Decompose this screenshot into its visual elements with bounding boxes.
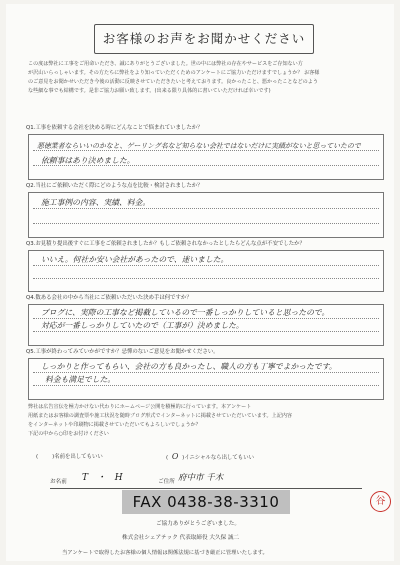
answer-rule <box>33 223 379 224</box>
question-2-label: Q2.当社にご依頼いただく際にどのような点を比較・検討されましたか？ <box>26 183 203 189</box>
survey-title: お客様のお声をお聞かせください <box>94 24 314 54</box>
answer-3-line-1: いいえ。何社か安い会社があったので、迷いました。 <box>41 255 229 264</box>
answer-rule <box>33 372 379 373</box>
answer-2-line-1: 施工事例の内容、実績、料金。 <box>41 198 151 207</box>
answer-5-line-2: 料金も満足でした。 <box>45 375 116 384</box>
address-value: 府中市 千木 <box>178 473 224 483</box>
question-5-label: Q5.工事が終わってみていかがですか？忌憚のないご意見をお聞かせください。 <box>26 349 219 355</box>
address-label: ご住所 <box>158 479 175 485</box>
fax-number: FAX 0438-38-3310 <box>122 490 290 514</box>
answer-rule <box>33 265 379 266</box>
intro-line: な些細な事でも結構です。是非ご協力お願い致します。(出来る限り具体的に書いていただければ幸いです) <box>28 88 271 94</box>
answer-rule <box>33 385 379 386</box>
footer-company: 株式会社シェアテック 代表取締役 大久保 誠二 <box>122 535 240 541</box>
intro-line: この度は弊社に工事をご用命いただき、誠にありがとうございました。世の中には弊社の存在やサービスをご存知ない方 <box>28 61 303 67</box>
question-4-label: Q4.数ある会社の中から当社にご依頼いただいた決め手は何ですか？ <box>26 295 192 301</box>
name-address-row <box>50 470 362 489</box>
answer-1-line-1: 悪徳業者ならいいのかなと、ゲーリング名など知らない会社ではないだけに実績がないと思っていたので <box>37 142 361 150</box>
answer-1-line-2: 依頼事はあり決めました。 <box>41 156 135 165</box>
answer-box-5 <box>28 358 384 400</box>
publication-notice <box>28 403 380 439</box>
answer-box-1 <box>28 134 384 180</box>
intro-text <box>28 60 376 96</box>
footer-thanks: ご協力ありがとうございました。 <box>156 521 240 527</box>
notice-line: 用紙またはお客様の調査票や施工状況を随時ブログ形式でインターネットに掲載させていただいています。上記内容 <box>28 413 293 419</box>
choice-name-ok-label: 名前を出してもいい <box>54 454 103 460</box>
choice-initial-ok-label: イニシャルなら出してもいい <box>184 455 254 461</box>
name-value: T ・ H <box>82 473 126 483</box>
answer-box-3 <box>28 250 384 292</box>
question-3-label: Q3.お見積り提出後すぐに工事をご依頼されましたか？もしご依頼されなかったとしたらどんな点が不安でしたか？ <box>26 241 305 247</box>
answer-rule <box>33 318 379 319</box>
answer-5-line-1: しっかりと作ってもらい、会社の方も良かったし、職人の方も丁寧でよかったです。 <box>41 362 337 371</box>
choice-name-ok[interactable]: ( )名前を出してもいい <box>36 454 103 460</box>
answer-4-line-2: 対応が一番しっかりしていたので（工事が）決めました。 <box>41 321 244 330</box>
name-label: お名前 <box>50 479 67 485</box>
survey-sheet <box>6 4 394 561</box>
answer-box-4 <box>28 304 384 346</box>
question-1-label: Q1.工事を依頼する会社を決める時にどんなことで悩まれていましたか？ <box>26 125 203 131</box>
answer-rule <box>33 208 379 209</box>
answer-rule <box>33 278 379 279</box>
notice-line: 弊社は広告宣伝を極力かけない代わりにホームページ公開を積極的に行っています。本アンケート <box>28 404 252 410</box>
notice-line: 下記の中から○印をお付けください <box>28 431 109 437</box>
notice-line: をインターネットや印刷物に掲載させていただいてもよろしいでしょうか？ <box>28 422 201 428</box>
footer-privacy: 当アンケートで取得したお客様の個人情報は関係法規に基づき厳正に管理いたします。 <box>62 550 268 556</box>
answer-rule <box>33 331 379 332</box>
intro-line: が沢山いらっしゃいます。その方たちに弊社をより知っていただくためのアンケートにご協力いただけますでしょうか？ お客様 <box>28 70 320 76</box>
intro-line: のご意見をお聞かせいただき今後の活動に反映させていただきたいと考えております。良かったこと、悪かったことなどのよう <box>28 79 318 85</box>
answer-box-2 <box>28 192 384 238</box>
choice-initial-ok[interactable]: ( O )イニシャルなら出してもいい <box>166 452 254 461</box>
company-seal-stamp: 谷 <box>370 491 391 512</box>
answer-4-line-1: ブログに、実際の工事など掲載しているので一番しっかりしていると思ったので。 <box>41 308 330 317</box>
selected-mark: O <box>171 452 179 461</box>
